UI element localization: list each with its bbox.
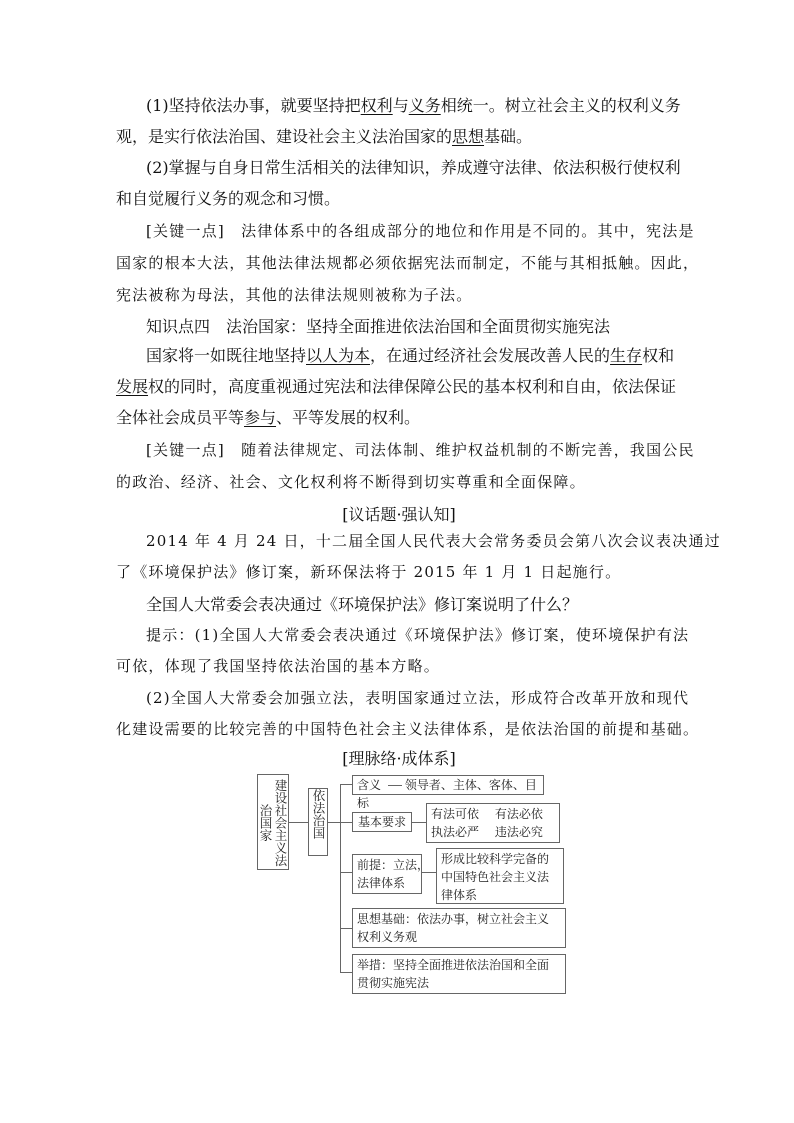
ideology-box: [352, 908, 566, 948]
news-line-2: 了《环境保护法》修订案，新环保法将于 2015 年 1 月 1 日起施行。: [116, 563, 622, 581]
underlined-term: 生存: [610, 346, 643, 365]
diagram-node-text: 依法治国: [311, 789, 326, 839]
hint-1-line-1: 提示：(1)全国人大常委会表决通过《环境保护法》修订案，使环境保护有法: [146, 626, 690, 644]
key-point-1-line-2: 国家的根本大法，其他法律法规都必须依据宪法而制定，不能与其相抵触。因此，: [116, 254, 700, 272]
text-run: 与: [392, 96, 409, 115]
meaning-text: 领导者、主体、客体、目标: [357, 778, 537, 810]
knowledge-point-heading: 知识点四 法治国家：坚持全面推进依法治国和全面贯彻实施宪法: [146, 317, 611, 336]
requirements-label: 基本要求: [357, 815, 406, 829]
text-run: 全体社会成员平等: [116, 408, 245, 427]
paragraph-1-line-2: [116, 126, 682, 148]
text-run: 相统一。树立社会主义的权利义务: [440, 96, 681, 115]
legal-system-line-2: 中国特色社会主义法: [441, 870, 550, 884]
connector-line: [340, 872, 352, 873]
text-run: ，在通过经济社会发展改善人民的: [370, 346, 611, 365]
premise-line-2: 法律体系: [357, 876, 406, 890]
news-line-1: 2014 年 4 月 24 日，十二届全国人民代表大会常务委员会第八次会议表决通过: [146, 532, 721, 550]
requirements-line-1: 有法可依 有法必依: [431, 807, 543, 821]
hint-2-line-1: (2)全国人大常委会加强立法，表明国家通过立法，形成符合改革开放和现代: [146, 689, 690, 707]
paragraph-1-line-1: [146, 95, 682, 117]
requirements-box: [426, 803, 560, 843]
text-run: 权的同时，高度重视通过宪法和法律保障公民的基本权利和自由，依法保证: [148, 377, 677, 396]
text-run: 、平等发展的权利。: [276, 408, 421, 427]
text-run: 国家将一如既往地坚持: [146, 346, 307, 365]
connector-line: [340, 784, 352, 785]
text-run: 权和: [642, 346, 675, 365]
paragraph-2-line-2: 和自觉履行义务的观念和习惯。: [116, 189, 341, 208]
key-point-2-line-2: 的政治、经济、社会、文化权利将不断得到切实尊重和全面保障。: [116, 473, 586, 491]
question: 全国人大常委会表决通过《环境保护法》修订案说明了什么？: [146, 595, 579, 614]
legal-system-line-1: 形成比较科学完备的: [441, 852, 550, 866]
meaning-box: [352, 775, 544, 810]
premise-box: [352, 854, 430, 894]
underlined-term: 权利: [360, 96, 393, 115]
diagram-node-box: [308, 788, 328, 856]
connector-line: [289, 822, 308, 823]
premise-line-1: 前提：立法，: [357, 858, 430, 872]
paragraph-3-line-3: [116, 407, 682, 429]
text-run: (1)坚持依法办事，就要坚持把: [146, 96, 361, 115]
legal-system-line-3: 律体系: [441, 888, 478, 902]
underlined-term: 以人为本: [306, 346, 371, 365]
bracket-line: [340, 784, 341, 973]
diagram-root-box: [257, 774, 289, 870]
paragraph-3-line-2: [116, 376, 682, 398]
underlined-term: 参与: [244, 408, 277, 427]
connector-line: [328, 822, 340, 823]
paragraph-3-line-1: [146, 345, 682, 367]
hint-1-line-2: 可依，体现了我国坚持依法治国的基本方略。: [116, 657, 441, 675]
connector-line: [340, 928, 352, 929]
key-point-2-line-1: [关键一点] 随着法律规定、司法体制、维护权益机制的不断完善，我国公民: [146, 441, 695, 459]
underlined-term: 发展: [116, 377, 149, 396]
requirements-line-2: 执法必严 违法必究: [431, 825, 543, 839]
key-point-1-line-1: [关键一点] 法律体系中的各组成部分的地位和作用是不同的。其中，宪法是: [146, 222, 695, 240]
ideology-line-1: 思想基础：依法办事，树立社会主义: [357, 912, 550, 926]
hint-2-line-2: 化建设需要的比较完善的中国特色社会主义法律体系，是依法治国的前提和基础。: [116, 720, 700, 738]
underlined-term: 思想: [452, 127, 485, 146]
ideology-line-2: 权利义务观: [357, 930, 418, 944]
connector-line: [412, 822, 426, 823]
key-point-1-line-3: 宪法被称为母法，其他的法律法规则被称为子法。: [116, 286, 473, 304]
connector-line: [422, 872, 436, 873]
measures-box: [352, 954, 566, 994]
underlined-term: 义务: [408, 96, 441, 115]
section-title-discuss: [议话题·强认知]: [342, 505, 456, 524]
text-run: 观，是实行依法治国、建设社会主义法治国家的: [116, 127, 453, 146]
section-title-system: [理脉络·成体系]: [342, 749, 456, 768]
text-run: 基础。: [484, 127, 533, 146]
measures-line-2: 贯彻实施宪法: [357, 976, 430, 990]
legal-system-box: [436, 848, 564, 904]
dash-line: [388, 785, 402, 786]
requirements-label-box: [352, 812, 412, 832]
diagram-root-text: 建设社会主义法治国家: [258, 779, 288, 867]
measures-line-1: 举措：坚持全面推进依法治国和全面: [357, 958, 550, 972]
connector-line: [340, 822, 352, 823]
meaning-label: 含义: [357, 778, 382, 792]
paragraph-2-line-1: (2)掌握与自身日常生活相关的法律知识，养成遵守法律、依法积极行使权利: [146, 158, 681, 177]
connector-line: [340, 972, 352, 973]
